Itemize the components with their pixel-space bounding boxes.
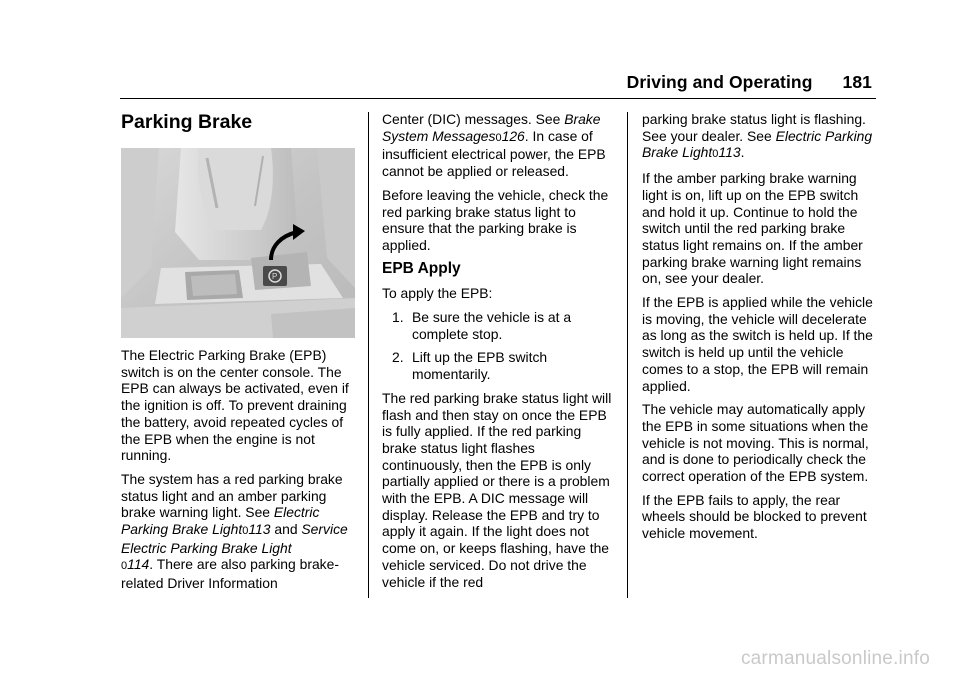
page-ref-arrow-icon: 0 <box>242 525 249 538</box>
header-rule <box>120 98 876 99</box>
watermark: carmanualsonline.info <box>740 648 930 669</box>
list-item: 2. Lift up the EPB switch momentarily. <box>392 349 548 383</box>
section-heading-epb-apply: EPB Apply <box>382 259 461 277</box>
fails-to-apply-paragraph: If the EPB fails to apply, the rear wheels should be blocked to prevent vehicle movement. <box>642 491 867 542</box>
column-divider-2 <box>627 112 628 598</box>
moving-paragraph: If the EPB is applied while the vehicle is moving, the vehicle will decelerate as long as the switch is held up. If the switch is held up until the vehicle comes to a stop, the EPB will remain applied. <box>642 294 873 394</box>
page-ref-arrow-icon: 0 <box>712 148 719 161</box>
page-ref: 126 <box>501 127 525 144</box>
to-apply-paragraph: To apply the EPB: <box>382 285 493 302</box>
page-title: Parking Brake <box>121 111 253 133</box>
dic-paragraph: Center (DIC) messages. See Brake System Messages0126. In case of insufficient electrical power, the EPB cannot be applied or released. <box>382 111 606 180</box>
column-divider-1 <box>368 112 369 598</box>
automatic-apply-paragraph: The vehicle may automatically apply the EPB in some situations when the vehicle is not moving. This is normal, and is done to periodically check the correct operation of the EPB system. <box>642 401 869 485</box>
column-3 <box>642 111 878 549</box>
page-ref: 113 <box>248 521 271 538</box>
column-2 <box>382 111 618 597</box>
link-brake-system-messages[interactable]: Brake System Messages <box>382 111 601 144</box>
flashing-paragraph: parking brake status light is flashing. See your dealer. See Electric Parking Brake Light0113. <box>642 111 873 161</box>
link-electric-parking-brake-light[interactable]: Electric Parking Brake Light <box>642 127 873 161</box>
before-leaving-paragraph: Before leaving the vehicle, check the red parking brake status light to ensure that the parking brake is applied. <box>382 186 609 253</box>
link-electric-parking-brake-light[interactable]: Electric Parking Brake Light <box>121 504 320 538</box>
page-ref: 113 <box>718 144 741 161</box>
list-item: 1. Be sure the vehicle is at a complete stop. <box>392 309 572 342</box>
apply-steps-list <box>382 309 618 383</box>
amber-light-paragraph: If the amber parking brake warning light is on, lift up on the EPB switch and hold it up. Continue to hold the switch until the red parking brake status light remains on. If the amber parking brake warning light remains on, see your dealer. <box>642 170 863 287</box>
page-header <box>627 72 872 93</box>
parking-brake-switch-photo <box>121 148 355 338</box>
intro-paragraph: The Electric Parking Brake (EPB) switch is on the center console. The EPB can always be activated, even if the ignition is off. To prevent draining the battery, avoid repeated cycles of the EPB when the engine is not running. <box>121 347 349 464</box>
page-number: 181 <box>842 72 872 92</box>
page-ref: 114 <box>127 556 150 573</box>
status-light-paragraph: The red parking brake status light will flash and then stay on once the EPB is fully applied. If the red parking brake status light flashes continuously, then the EPB is only partially applied or there is a problem with the EPB. A DIC message will display. Release the EPB and try to apply it again. If the light does not come on, or keeps flashing, have the vehicle serviced. Do not drive the vehicle if the red <box>382 389 612 590</box>
page-ref-arrow-icon: 0 <box>495 131 502 144</box>
link-service-electric-parking-brake-light[interactable]: Service Electric Parking Brake Light <box>121 521 348 556</box>
section-title: Driving and Operating <box>626 72 813 92</box>
lights-paragraph: The system has a red parking brake status light and an amber parking brake warning light. See Electric Parking Brake Light0113 and Service Electric Parking Brake Light 0114. There are also parking brake-related Driver Information <box>121 470 348 592</box>
page-ref-arrow-icon: 0 <box>121 560 128 573</box>
svg-text:P: P <box>272 272 278 281</box>
column-1 <box>121 347 357 599</box>
